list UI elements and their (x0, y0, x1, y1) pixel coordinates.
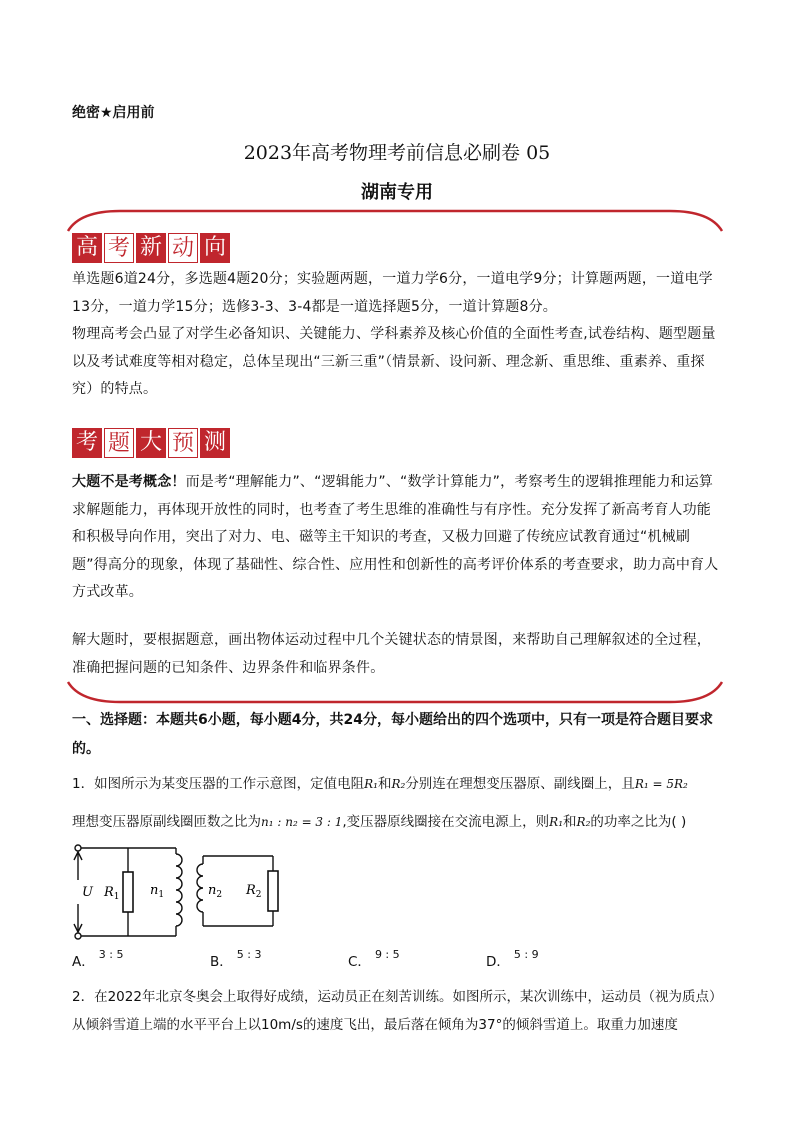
section-heading: 一、选择题：本题共6小题，每小题4分，共24分，每小题给出的四个选项中，只有一项是符合题目要求的。 (72, 712, 713, 757)
q1-text: 分别连在理想变压器原、副线圈上，且 (405, 776, 635, 792)
n1-label: $n_1$ (150, 883, 165, 900)
trend-paragraph-1: 单选题6道24分，多选题4题20分；实验题两题，一道力学6分，一道电学9分；计算题两题，一道电学13分，一道力学15分；选修3-3、3-4都是一道选择题5分，一道计算题8分。 (72, 271, 713, 315)
forecast-body: 而是考“理解能力”、“逻辑能力”、“数学计算能力”，考察考生的逻辑推理能力和运算求解题能力，再体现开放性的同时，也考查了考生思维的准确性与有序性。充分发挥了新高考育人功能和积极导向作用，突出了对力、电、磁等主干知识的考查，又极力回避了传统应试教育通过“机械刷题”得高分的现象，体现了基础性、综合性、应用性和创新性的高考评价体系的考查要求，助力高中育人方式改革。 (72, 474, 719, 600)
turns-ratio: n₁ : n₂ = 3 : 1 (261, 815, 343, 829)
option-d[interactable] (486, 950, 539, 970)
question-1-line1 (72, 771, 732, 798)
forecast-paragraph-1 (72, 469, 722, 607)
option-value: 5 : 9 (513, 948, 539, 961)
page-title: 2023年高考物理考前信息必刷卷 05 (243, 142, 551, 164)
tag-char: 题 (104, 428, 134, 458)
r1-symbol: R₁ (364, 777, 378, 791)
option-value: 9 : 5 (374, 948, 400, 961)
option-a[interactable] (72, 950, 123, 970)
question-1-line2 (72, 809, 732, 836)
trend-paragraph-2: 物理高考会凸显了对学生必备知识、关键能力、学科素养及核心价值的全面性考查,试卷结构、题型题量以及考试难度等相对稳定，总体呈现出“三新三重”（情景新、设问新、理念新、重思维、重素养、重探究）的特点。 (72, 326, 716, 397)
tag-char: 预 (168, 428, 198, 458)
option-value: 3 : 5 (98, 948, 124, 961)
voltage-label: U (82, 885, 93, 900)
n2-label: $n_2$ (208, 883, 223, 900)
r2-symbol: R₂ (576, 815, 591, 829)
r2-symbol: R₂ (391, 777, 406, 791)
tag-char: 考 (72, 428, 102, 458)
r2-label: $R_2$ (246, 883, 262, 900)
option-label: A． (72, 954, 95, 970)
tag-char: 向 (200, 233, 230, 263)
bottom-banner-curve (60, 678, 730, 708)
tag-char: 大 (136, 428, 166, 458)
page-subtitle: 湖南专用 (361, 182, 433, 203)
question-2: 2．在2022年北京冬奥会上取得好成绩，运动员正在刻苦训练。如图所示，某次训练中，运动员（视为质点）从倾斜雪道上端的水平平台上以10m/s的速度飞出，最后落在倾角为37°的倾斜雪道上。取重力加速度 (72, 989, 723, 1033)
q1-text: 1．如图所示为某变压器的工作示意图，定值电阻 (72, 776, 365, 792)
q1-and: 和 (563, 814, 577, 830)
tag-char: 考 (104, 233, 134, 263)
r1-symbol: R₁ (549, 815, 564, 829)
tag-exam-forecast (72, 428, 232, 458)
tag-char: 新 (136, 233, 166, 263)
q1-text: 理想变压器原副线圈匝数之比为 (72, 814, 261, 830)
transformer-circuit-diagram (68, 838, 308, 948)
top-banner-curve (60, 205, 730, 235)
tag-char: 高 (72, 233, 102, 263)
resistance-condition: R₁ = 5R₂ (634, 777, 688, 791)
option-c[interactable] (348, 950, 400, 970)
option-label: C． (348, 954, 371, 970)
q1-and: 和 (377, 776, 392, 792)
option-value: 5 : 3 (236, 948, 262, 961)
option-label: D． (486, 954, 510, 970)
q1-text: 的功率之比为( ) (590, 814, 687, 830)
forecast-lead: 大题不是考概念！ (72, 474, 186, 490)
tag-char: 动 (168, 233, 198, 263)
q1-text: ,变压器原线圈接在交流电源上，则 (342, 814, 550, 830)
confidential-label: 绝密★启用前 (72, 105, 155, 121)
tag-exam-trend (72, 233, 232, 263)
forecast-paragraph-2: 解大题时，要根据题意，画出物体运动过程中几个关键状态的情景图，来帮助自己理解叙述的全过程，准确把握问题的已知条件、边界条件和临界条件。 (72, 632, 711, 676)
option-label: B． (210, 954, 233, 970)
option-b[interactable] (210, 950, 261, 970)
r1-label: $R_1$ (104, 885, 120, 902)
tag-char: 测 (200, 428, 230, 458)
